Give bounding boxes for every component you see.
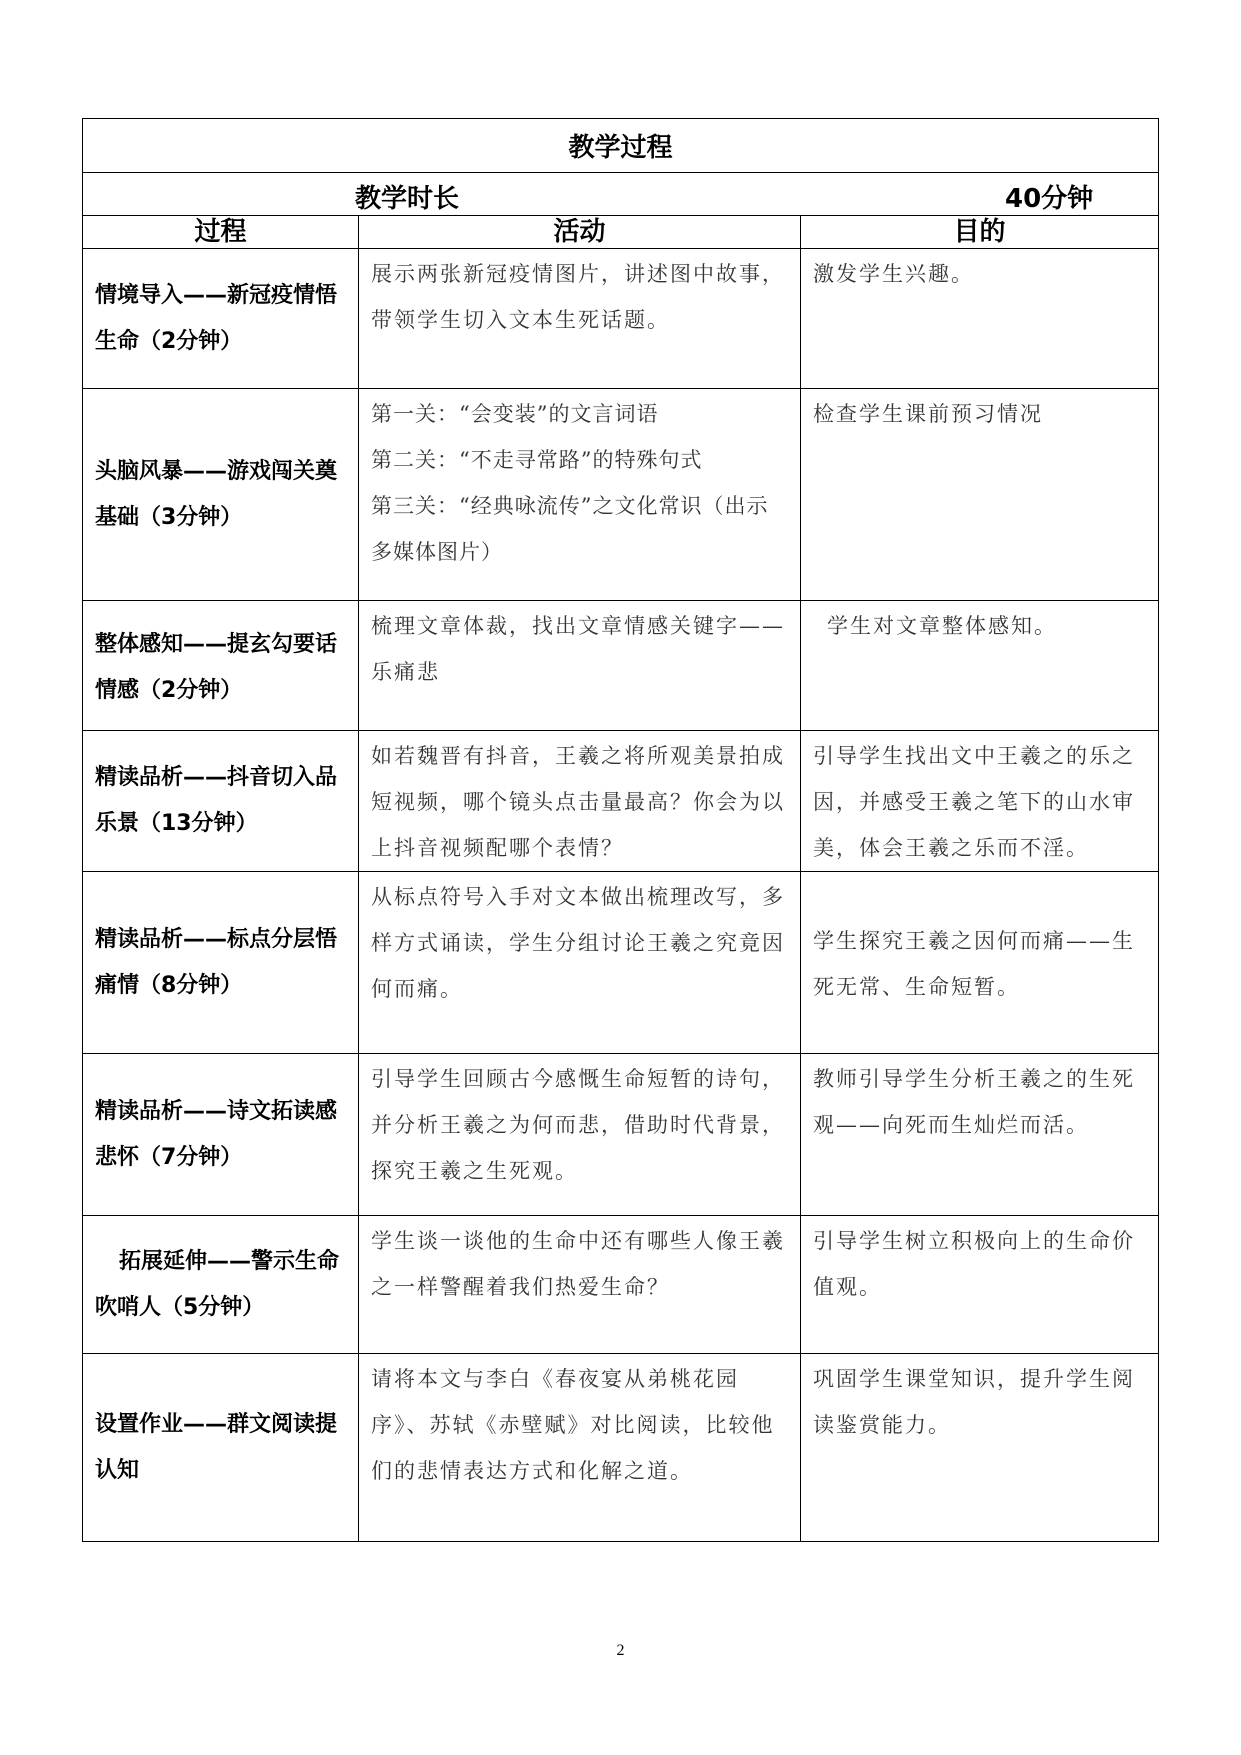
teaching-process-table	[82, 118, 1159, 1542]
activity-cell	[359, 389, 801, 601]
process-cell: 整体感知——提玄勾要话情感（2分钟）	[83, 601, 359, 731]
header-goal: 目的	[801, 216, 1159, 249]
process-cell: 精读品析——抖音切入品乐景（13分钟）	[83, 731, 359, 872]
goal-cell: 引导学生树立积极向上的生命价值观。	[801, 1216, 1159, 1354]
activity-line: 第三关：“经典咏流传”之文化常识（出示多媒体图片）	[371, 494, 769, 564]
activity-cell: 如若魏晋有抖音，王羲之将所观美景拍成短视频，哪个镜头点击量最高？你会为以上抖音视频配哪个表情？	[359, 731, 801, 872]
table-row	[83, 1216, 1159, 1354]
goal-cell: 引导学生找出文中王羲之的乐之因，并感受王羲之笔下的山水审美，体会王羲之乐而不淫。	[801, 731, 1159, 872]
process-cell: 精读品析——标点分层悟痛情（8分钟）	[83, 872, 359, 1054]
activity-cell: 请将本文与李白《春夜宴从弟桃花园序》、苏轼《赤壁赋》对比阅读，比较他们的悲情表达方式和化解之道。	[359, 1354, 801, 1542]
duration-value: 40分钟	[1005, 184, 1094, 214]
process-cell: 精读品析——诗文拓读感悲怀（7分钟）	[83, 1054, 359, 1216]
activity-cell: 学生谈一谈他的生命中还有哪些人像王羲之一样警醒着我们热爱生命？	[359, 1216, 801, 1354]
goal-cell: 教师引导学生分析王羲之的生死观——向死而生灿烂而活。	[801, 1054, 1159, 1216]
header-activity: 活动	[359, 216, 801, 249]
table-row	[83, 389, 1159, 601]
table-title: 教学过程	[83, 119, 1159, 173]
activity-cell: 展示两张新冠疫情图片，讲述图中故事，带领学生切入文本生死话题。	[359, 249, 801, 389]
process-cell: 设置作业——群文阅读提认知	[83, 1354, 359, 1542]
goal-cell: 学生探究王羲之因何而痛——生死无常、生命短暂。	[801, 872, 1159, 1054]
process-cell: 头脑风暴——游戏闯关奠基础（3分钟）	[83, 389, 359, 601]
activity-line: 第二关：“不走寻常路”的特殊句式	[371, 448, 703, 472]
duration-label: 教学时长	[355, 184, 460, 214]
activity-line: 第一关：“会变装”的文言词语	[371, 402, 659, 426]
duration-row	[83, 173, 1159, 216]
table-row	[83, 1054, 1159, 1216]
goal-cell: 巩固学生课堂知识，提升学生阅读鉴赏能力。	[801, 1354, 1159, 1542]
table-row	[83, 731, 1159, 872]
process-cell: 情境导入——新冠疫情悟生命（2分钟）	[83, 249, 359, 389]
table-row	[83, 249, 1159, 389]
page-number: 2	[616, 1642, 625, 1659]
goal-cell: 学生对文章整体感知。	[801, 601, 1159, 731]
activity-cell: 引导学生回顾古今感慨生命短暂的诗句，并分析王羲之为何而悲，借助时代背景，探究王羲之生死观。	[359, 1054, 801, 1216]
process-cell: 拓展延伸——警示生命吹哨人（5分钟）	[83, 1216, 359, 1354]
activity-cell: 梳理文章体裁，找出文章情感关键字——乐痛悲	[359, 601, 801, 731]
goal-cell: 检查学生课前预习情况	[801, 389, 1159, 601]
activity-cell: 从标点符号入手对文本做出梳理改写，多样方式诵读，学生分组讨论王羲之究竟因何而痛。	[359, 872, 801, 1054]
table-row	[83, 872, 1159, 1054]
header-process: 过程	[83, 216, 359, 249]
table-row	[83, 1354, 1159, 1542]
goal-cell: 激发学生兴趣。	[801, 249, 1159, 389]
table-row	[83, 601, 1159, 731]
